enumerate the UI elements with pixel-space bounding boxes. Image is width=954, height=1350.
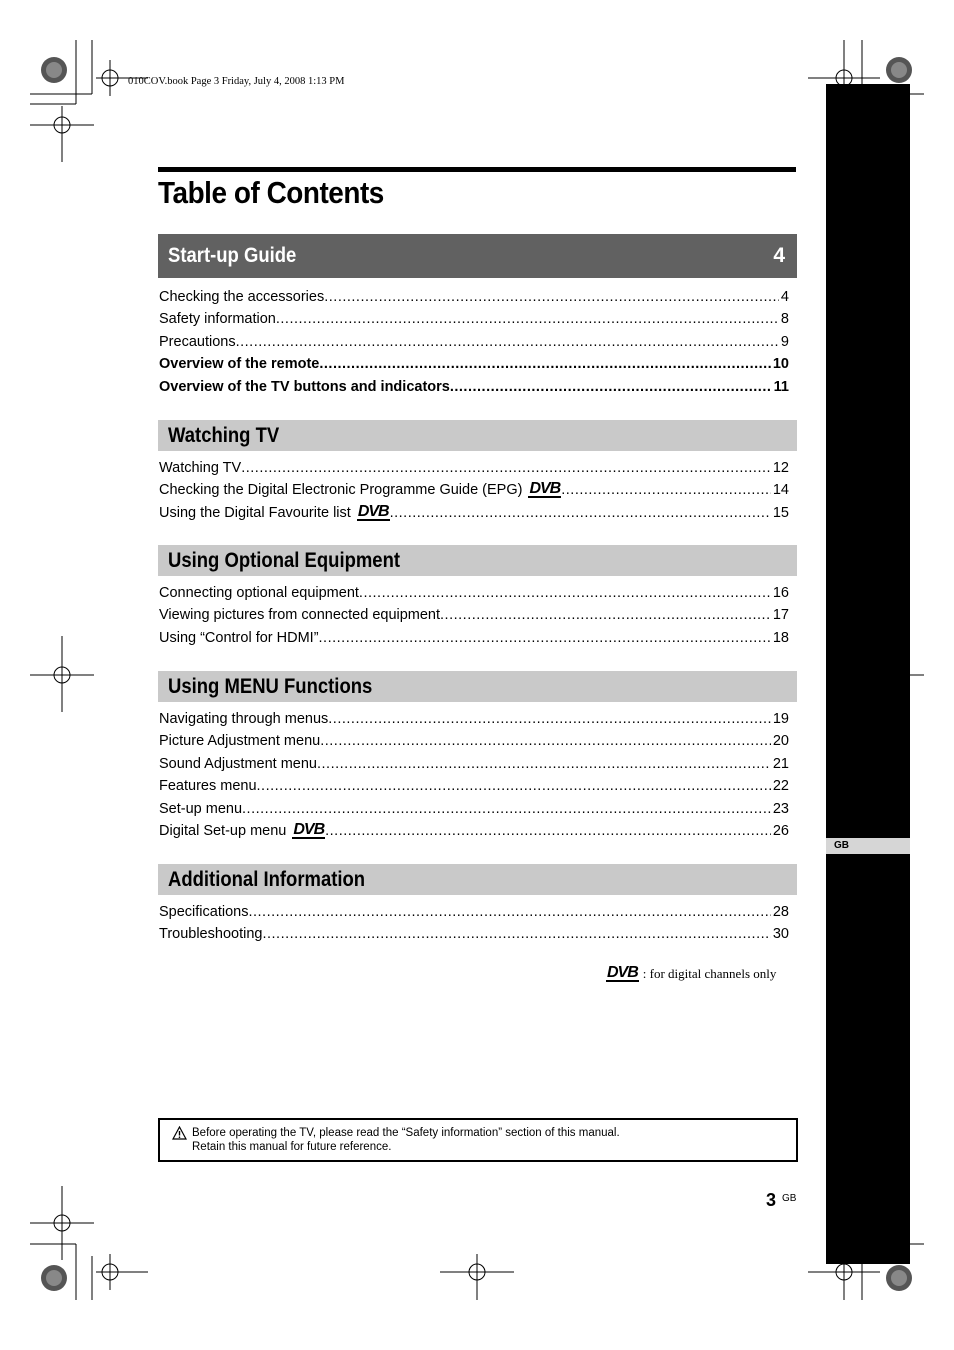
toc-list-additional-information xyxy=(159,904,789,949)
section-header-optional-equipment xyxy=(158,545,797,576)
page-number: 3 xyxy=(766,1190,777,1210)
page-title: Table of Contents xyxy=(158,175,384,210)
warning-line-2: Retain this manual for future reference. xyxy=(192,1141,392,1153)
page-number-suffix: GB xyxy=(782,1193,797,1204)
toc-entry[interactable]: Precautions ..... 9 xyxy=(159,334,789,356)
footnote-text: : for digital channels only xyxy=(642,966,777,981)
toc-list-watching-tv xyxy=(159,460,789,527)
toc-entry[interactable]: Safety information ..... 8 xyxy=(159,311,789,333)
toc-list-start-up-guide xyxy=(159,289,789,401)
toc-entry[interactable]: Set-up menu ..... 23 xyxy=(159,801,789,823)
dvb-footnote xyxy=(606,966,776,982)
dvb-logo-icon: DVB xyxy=(293,822,325,838)
warning-triangle-icon xyxy=(172,1126,188,1160)
toc-entry[interactable]: Watching TV ..... 12 xyxy=(159,460,789,482)
toc-entry[interactable]: Navigating through menus ..... 19 xyxy=(159,711,789,733)
toc-entry[interactable]: Picture Adjustment menu ..... 20 xyxy=(159,733,789,755)
section-header-additional-information xyxy=(158,864,797,895)
toc-entry[interactable]: Overview of the TV buttons and indicators ..... 11 xyxy=(159,379,789,401)
language-tab: GB xyxy=(826,838,910,854)
toc-entry[interactable]: Specifications ..... 28 xyxy=(159,904,789,926)
print-header: 010COV.book Page 3 Friday, July 4, 2008 1:13 PM xyxy=(128,76,345,87)
toc-entry[interactable]: Connecting optional equipment ..... 16 xyxy=(159,585,789,607)
section-title: Additional Information xyxy=(168,867,366,891)
toc-entry[interactable]: Using the Digital Favourite list DVB ..... 15 xyxy=(159,505,789,527)
dvb-logo-icon: DVB xyxy=(529,482,561,498)
toc-entry[interactable]: Overview of the remote ..... 10 xyxy=(159,356,789,378)
toc-entry[interactable]: Troubleshooting ..... 30 xyxy=(159,926,789,948)
section-header-watching-tv xyxy=(158,420,797,451)
section-title: Watching TV xyxy=(168,423,280,447)
toc-list-menu-functions xyxy=(159,711,789,845)
toc-entry[interactable]: Using “Control for HDMI” ..... 18 xyxy=(159,630,789,652)
toc-entry[interactable]: Features menu ..... 22 xyxy=(159,778,789,800)
title-rule xyxy=(158,167,796,172)
section-title: Using MENU Functions xyxy=(168,674,373,698)
dvb-logo-icon: DVB xyxy=(607,964,638,981)
section-title: Start-up Guide xyxy=(168,244,297,267)
warning-line-1: Before operating the TV, please read the “Safety information” section of this manual. xyxy=(192,1127,620,1139)
section-page: 4 xyxy=(773,244,785,267)
section-header-start-up-guide xyxy=(158,234,797,278)
safety-warning-box xyxy=(158,1118,798,1162)
toc-entry[interactable]: Viewing pictures from connected equipment ..... 17 xyxy=(159,607,789,629)
section-header-menu-functions xyxy=(158,671,797,702)
toc-entry[interactable]: Checking the accessories ..... 4 xyxy=(159,289,789,311)
toc-entry[interactable]: Digital Set-up menu DVB ..... 26 xyxy=(159,823,789,845)
toc-entry[interactable]: Sound Adjustment menu ..... 21 xyxy=(159,756,789,778)
toc-list-optional-equipment xyxy=(159,585,789,652)
toc-entry[interactable]: Checking the Digital Electronic Programme Guide (EPG) DVB ..... 14 xyxy=(159,482,789,504)
dvb-logo-icon: DVB xyxy=(357,504,389,520)
section-title: Using Optional Equipment xyxy=(168,548,401,572)
side-black-bar xyxy=(826,84,910,1264)
